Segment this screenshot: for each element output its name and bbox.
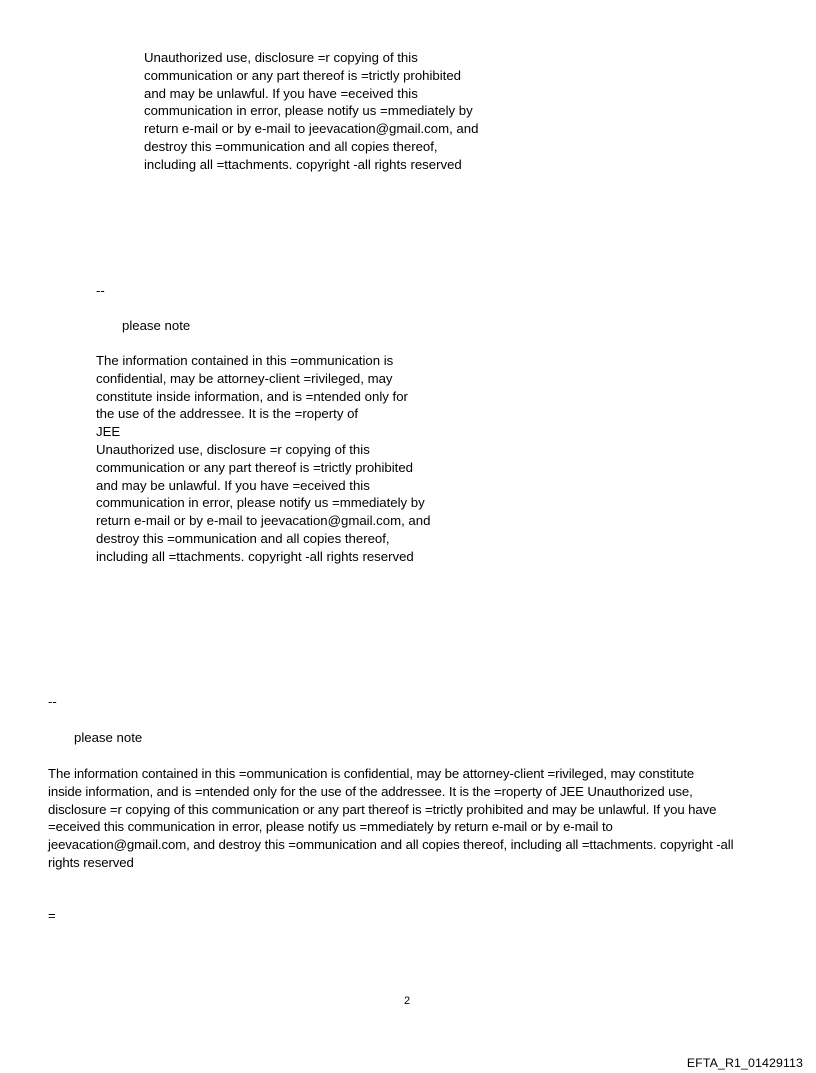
text-line: constitute inside information, and is =ntended only for (96, 388, 408, 404)
please-note-label: please note (122, 318, 191, 333)
please-note-label: please note (74, 730, 143, 745)
text-line: inside information, and is =ntended only for the use of the addressee. It is the =roperty of JEE Unauthorized use, (48, 783, 693, 799)
text-line: The information contained in this =ommunication is (96, 353, 394, 368)
disclaimer-block-1 (144, 49, 478, 174)
text-line: including all =ttachments. copyright -all rights reserved (96, 548, 414, 564)
text-line: jeevacation@gmail.com, and destroy this =ommunication and all copies thereof, including all =ttachments. copyright -all (48, 837, 734, 853)
page-number: 2 (404, 995, 411, 1007)
text-line: communication or any part thereof is =trictly prohibited (96, 459, 414, 475)
text-line: communication in error, please notify us =mmediately by (144, 103, 473, 119)
disclaimer-block-3 (48, 765, 733, 872)
document-id: EFTA_R1_01429113 (686, 1056, 803, 1070)
text-line: and may be unlawful. If you have =eceived this (96, 477, 370, 493)
text-line: return e-mail or by e-mail to jeevacation@gmail.com, and (96, 513, 431, 529)
disclaimer-block-2 (96, 352, 430, 566)
text-line: JEE (96, 424, 121, 440)
text-line: disclosure =r copying of this communication or any part thereof is =trictly prohibited and may be unlawful. If you have (48, 801, 717, 817)
text-line: The information contained in this =ommunication is confidential, may be attorney-client =rivileged, may constitute (48, 766, 695, 781)
text-line: return e-mail or by e-mail to jeevacation@gmail.com, and (144, 121, 479, 137)
equals-sign: = (48, 908, 56, 923)
text-line: rights reserved (48, 854, 134, 870)
text-line: communication in error, please notify us =mmediately by (96, 495, 425, 511)
text-line: the use of the addressee. It is the =roperty of (96, 406, 359, 422)
text-line: communication or any part thereof is =trictly prohibited (144, 67, 462, 83)
signature-separator: -- (48, 694, 57, 709)
text-line: destroy this =ommunication and all copies thereof, (96, 530, 390, 546)
text-line: including all =ttachments. copyright -all rights reserved (144, 156, 462, 172)
text-line: Unauthorized use, disclosure =r copying of this (96, 441, 370, 457)
signature-separator: -- (96, 283, 105, 298)
text-line: and may be unlawful. If you have =eceived this (144, 85, 418, 101)
text-line: Unauthorized use, disclosure =r copying of this (144, 50, 418, 65)
text-line: confidential, may be attorney-client =rivileged, may (96, 370, 393, 386)
text-line: destroy this =ommunication and all copies thereof, (144, 138, 438, 154)
text-line: =eceived this communication in error, please notify us =mmediately by return e-mail or by e-mail to (48, 819, 613, 835)
